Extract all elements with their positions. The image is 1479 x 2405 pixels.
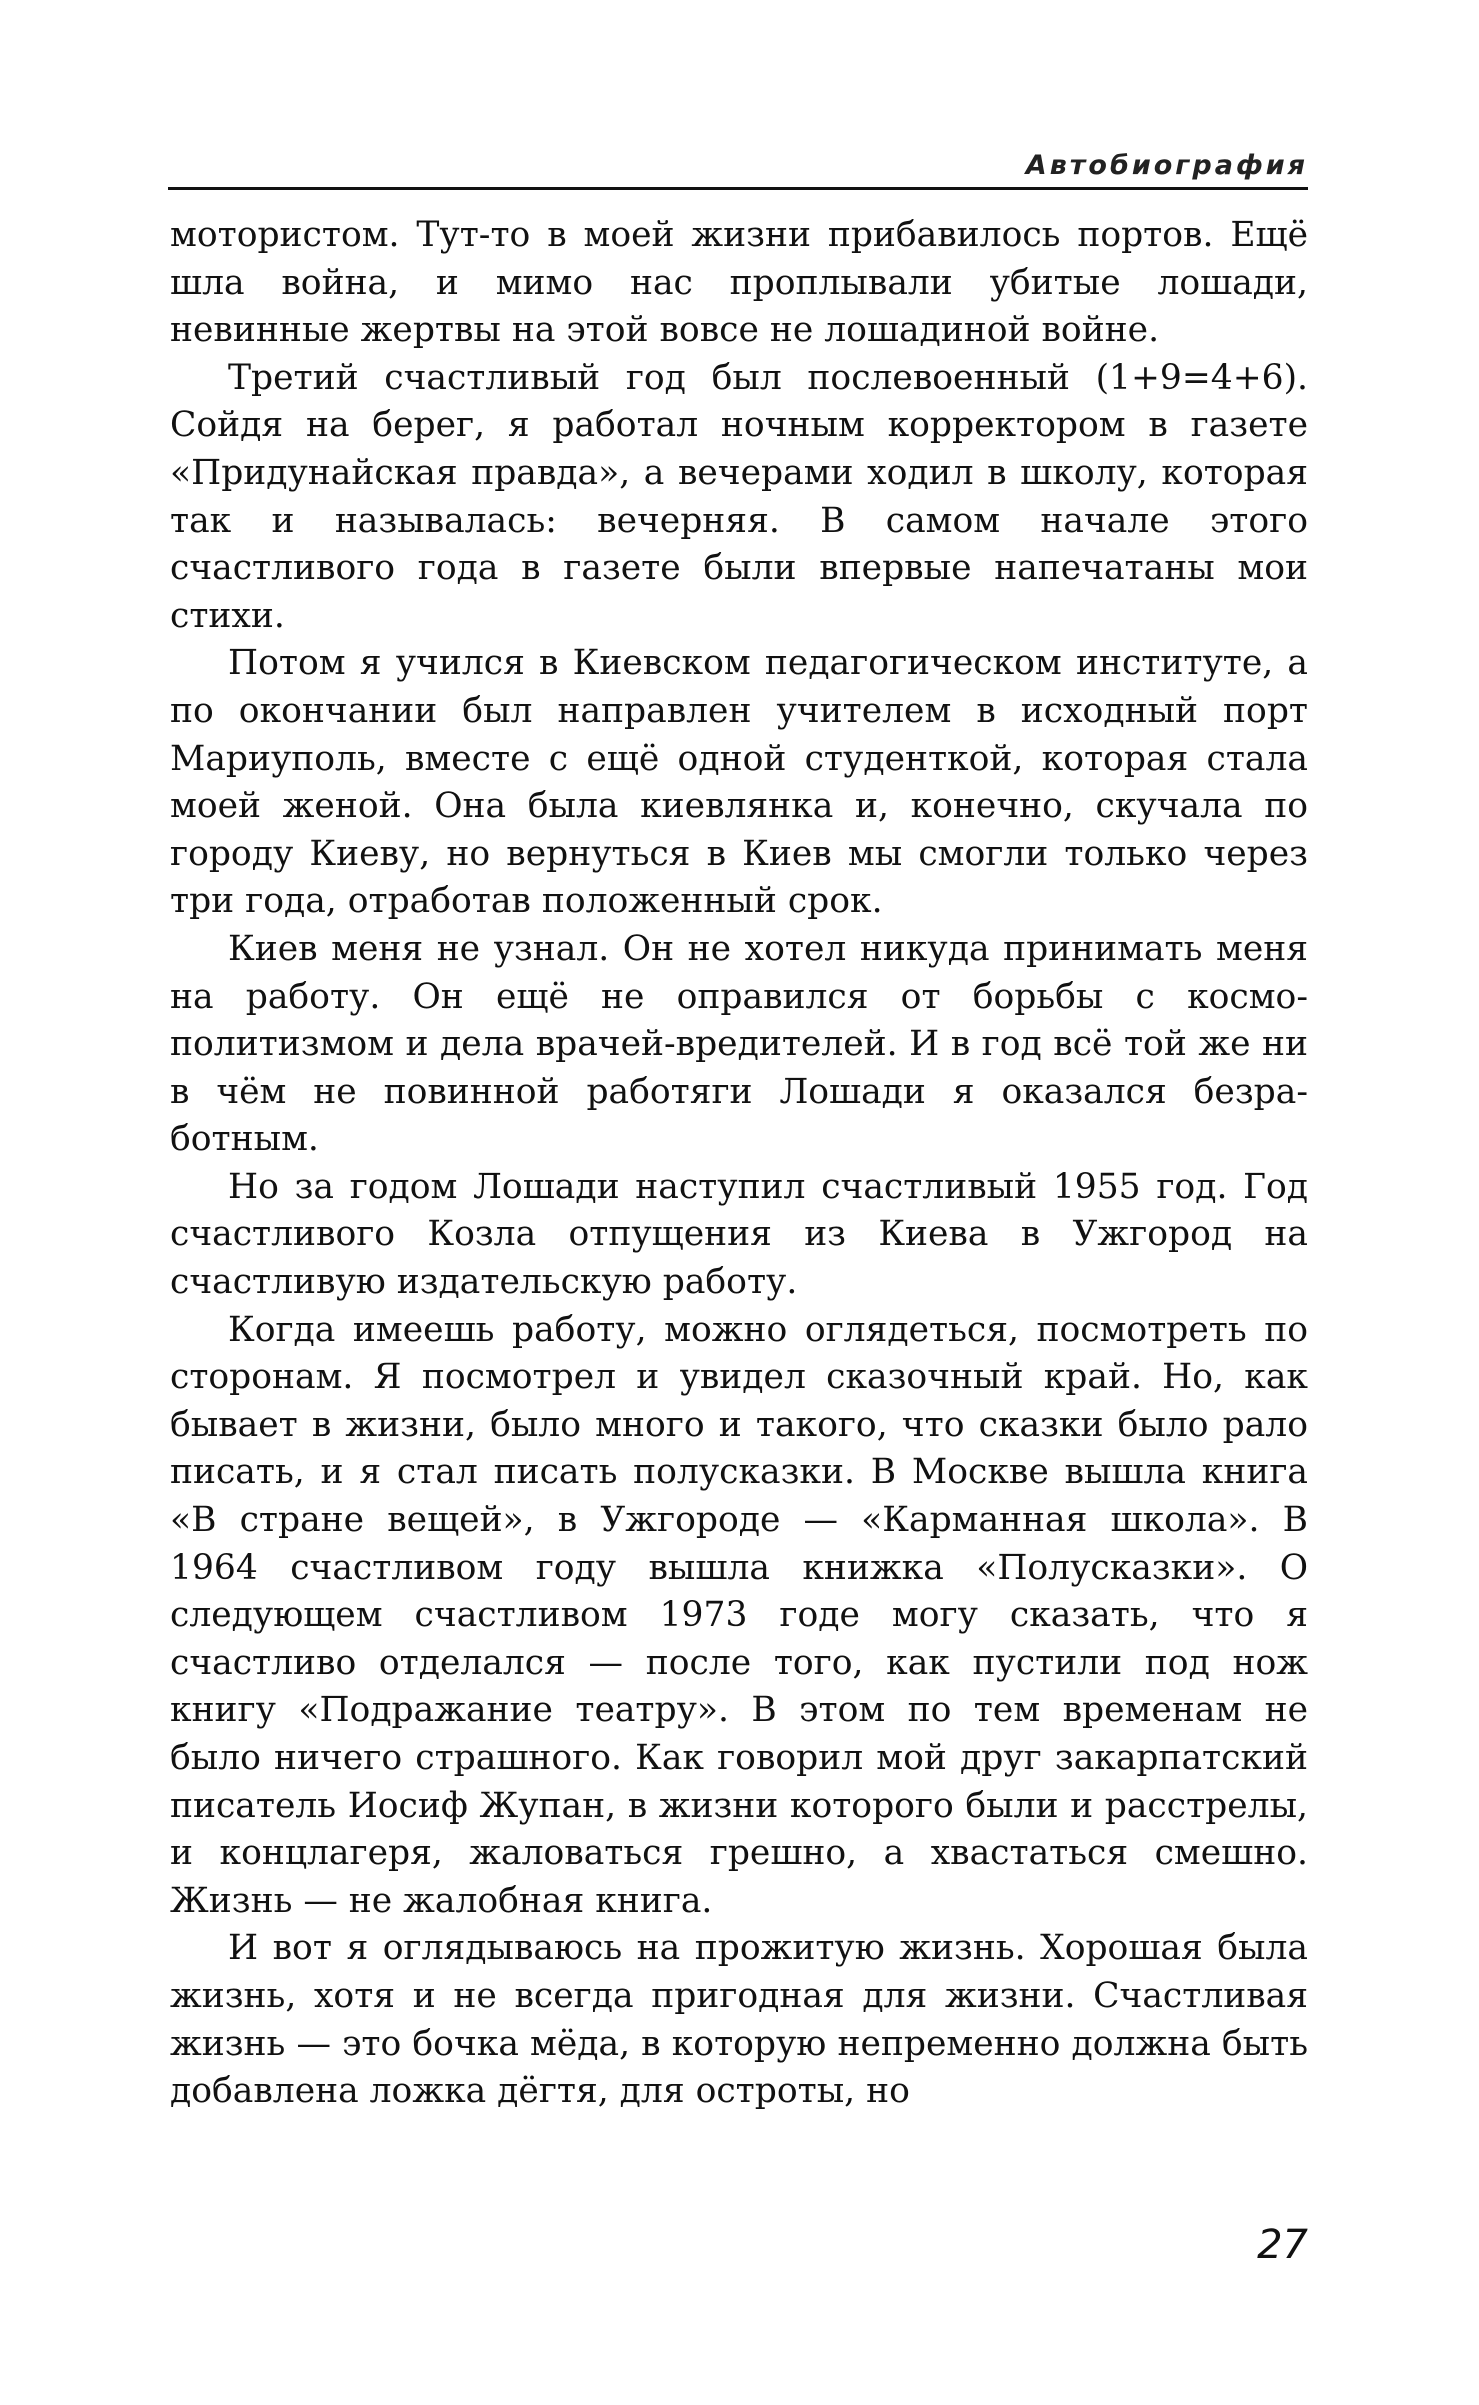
body-text: [170, 212, 1308, 2116]
paragraph-6: Когда имеешь работу, можно оглядеться, посмотреть по сторонам. Я посмотрел и увидел сказочный край. Но, как бывает в жизни, было много и такого, что сказки было рало писать, и я стал писать полусказки. В Москве вышла книга «В стране вещей», в Ужгороде — «Карманная школа». В 1964 счастливом году вышла книжка «Полусказки». О следующем счастливом 1973 годе могу сказать, что я счастливо отделался — после того, как пустили под нож книгу «Подражание театру». В этом по тем временам не было ничего страшного. Как говорил мой друг закарпатский писатель Иосиф Жупан, в жизни которого были и расстрелы, и концлагеря, жаловаться грешно, а хвастаться смешно. Жизнь — не жалобная книга.: [170, 1309, 1308, 1921]
page-header: [168, 150, 1308, 190]
paragraph-1: мотористом. Тут-то в моей жизни прибавилось портов. Ещё шла война, и мимо нас проплывали убитые лошади, невинные жертвы на этой вовсе не лошадиной войне.: [170, 215, 1308, 351]
paragraph-7: И вот я оглядываюсь на прожитую жизнь. Хорошая была жизнь, хотя и не всегда пригодная для жизни. Счастливая жизнь — это бочка мёда, в которую непременно должна быть добавлена ложка дёгтя, для остроты, но: [170, 1928, 1308, 2112]
paragraph-4: Киев меня не узнал. Он не хотел никуда принимать меня на работу. Он ещё не оправился от борьбы с космополитизмом и дела врачей-вредителей. И в год всё той же ни в чём не повинной работяги Лошади я оказался безработным.: [170, 928, 1308, 1160]
running-head: Автобиография: [1025, 150, 1308, 181]
paragraph-5: Но за годом Лошади наступил счастливый 1955 год. Год счастливого Козла отпущения из Киева в Ужгород на счастливую издательскую работу.: [170, 1166, 1308, 1303]
page-number: 27: [1257, 2222, 1308, 2268]
paragraph-3: Потом я учился в Киевском педагогическом институте, а по окончании был направлен учителем в исходный порт Мариуполь, вместе с ещё одной студенткой, которая стала моей женой. Она была киевлянка и, конечно, скучала по городу Киеву, но вернуться в Киев мы смогли только через три года, отработав положенный срок.: [170, 643, 1308, 922]
header-rule: [168, 187, 1308, 190]
paragraph-2: Третий счастливый год был послевоенный (1+9=4+6). Сойдя на берег, я работал ночным корректором в газете «Придунайская правда», а вечерами ходил в школу, которая так и называлась: вечерняя. В самом начале этого счастливого года в газете были впервые напечатаны мои стихи.: [170, 357, 1308, 636]
